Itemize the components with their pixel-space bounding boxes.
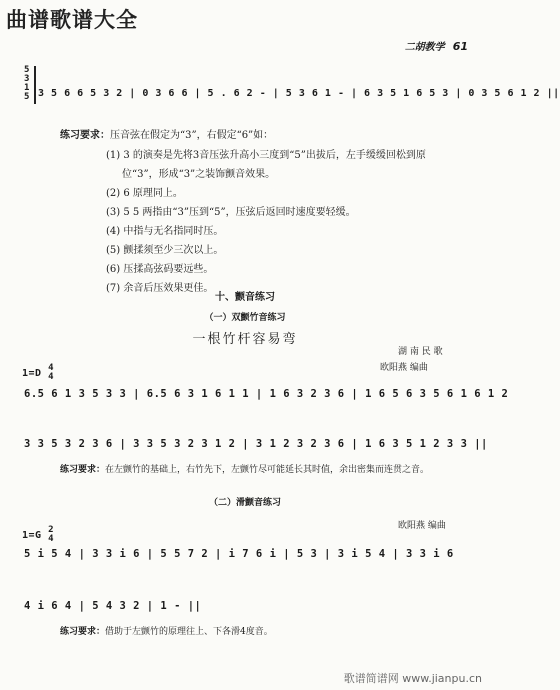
sub2-line1: 5 i 5 4 | 3 3 i 6 | 5 5 7 2 | i 7 6 i | 5 3 | 3 i 5 4 | 3 3 i 6 bbox=[24, 548, 454, 560]
req1-item: (3) 5 5 两指由“3”压到“5”，压弦后返回时速度要轻缓。 bbox=[106, 207, 356, 218]
req1-item: (6) 压揉高弦码要远些。 bbox=[106, 264, 214, 275]
sub1-key-signature bbox=[22, 364, 54, 382]
sub1-song-title: 一根竹杆容易弯 bbox=[192, 332, 298, 347]
chord-note: 5 bbox=[24, 65, 30, 75]
req1-item: (2) 6 原理同上。 bbox=[106, 188, 183, 199]
req1-item: 位“3”，形成“3”之装饰颤音效果。 bbox=[122, 169, 276, 180]
sub1-line1: 6.5 6 1 3 5 3 3 | 6.5 6 3 1 6 1 1 | 1 6 3 2 3 6 | 1 6 5 6 3 5 6 1 6 1 2 bbox=[24, 388, 509, 400]
sub1-arranger: 欧阳燕 编曲 bbox=[380, 363, 428, 373]
req1-item: (4) 中指与无名指同时压。 bbox=[106, 226, 224, 237]
sub2-time-bottom: 4 bbox=[48, 534, 55, 544]
chord-note: 5 bbox=[24, 92, 30, 102]
page-number: 61 bbox=[452, 40, 468, 53]
req1-item: (1) 3 的演奏是先将3音压弦升高小三度到“5”出拔后，左手缓缓回松到原 bbox=[106, 150, 426, 161]
section-title: 十、颤音练习 bbox=[215, 292, 275, 303]
running-head-label: 二胡教学 bbox=[404, 42, 445, 53]
sub1-line2: 3 3 5 3 2 3 6 | 3 3 5 3 2 3 1 2 | 3 1 2 3 2 3 6 | 1 6 3 5 1 2 3 3 || bbox=[24, 438, 488, 450]
site-title: 曲谱歌谱大全 bbox=[6, 8, 138, 32]
sub2-key-signature bbox=[22, 526, 54, 544]
sub1-time-bottom: 4 bbox=[48, 372, 55, 382]
chord-note: 1 bbox=[24, 83, 30, 93]
sub2-req-label: 练习要求： bbox=[60, 627, 106, 637]
sub1-req bbox=[60, 462, 429, 478]
sub2-key: 1=G bbox=[22, 530, 42, 541]
req1-list bbox=[106, 146, 426, 298]
chord-stack bbox=[24, 66, 32, 102]
sub2-title: （二）滑颤音练习 bbox=[208, 498, 281, 508]
req1-label: 练习要求： bbox=[60, 130, 110, 141]
watermark: 歌谱简谱网 www.jianpu.cn bbox=[343, 672, 482, 685]
req1-item: (5) 颤揉须至少三次以上。 bbox=[106, 245, 224, 256]
req1-heading bbox=[60, 128, 273, 144]
chord-note: 3 bbox=[24, 74, 30, 84]
sub2-req-text: 借助于左颤竹的原理往上、下各滑4度音。 bbox=[105, 627, 273, 637]
start-barline bbox=[34, 66, 36, 104]
excerpt1-line: 3 5 6 6 5 3 2 | 0 3 6 6 | 5 . 6 2 - | 5 3 6 1 - | 6 3 5 1 6 5 3 | 0 3 5 6 1 2 || bbox=[38, 88, 560, 99]
running-head bbox=[405, 38, 468, 53]
sub1-key: 1=D bbox=[22, 368, 42, 379]
sub2-arranger: 欧阳燕 编曲 bbox=[398, 521, 446, 531]
excerpt1 bbox=[24, 65, 560, 116]
sub1-title: （一）双颤竹音练习 bbox=[204, 313, 286, 323]
sub1-time-top: 4 bbox=[48, 363, 55, 373]
sub1-req-text: 在左颤竹的基础上，右竹先下，左颤竹尽可能延长其时值，余出密集而连贯之音。 bbox=[105, 465, 430, 475]
sub1-origin: 湖 南 民 歌 bbox=[398, 347, 443, 357]
sub2-line2: 4 i 6 4 | 5 4 3 2 | 1 - || bbox=[24, 600, 202, 612]
sub2-time-top: 2 bbox=[48, 525, 55, 535]
req1-item: (7) 余音后压效果更佳。 bbox=[106, 283, 214, 294]
sub2-req bbox=[60, 624, 273, 640]
req1-lead: 压音弦在假定为“3”，右假定“6”如： bbox=[110, 130, 274, 141]
sub1-req-label: 练习要求： bbox=[60, 465, 106, 475]
